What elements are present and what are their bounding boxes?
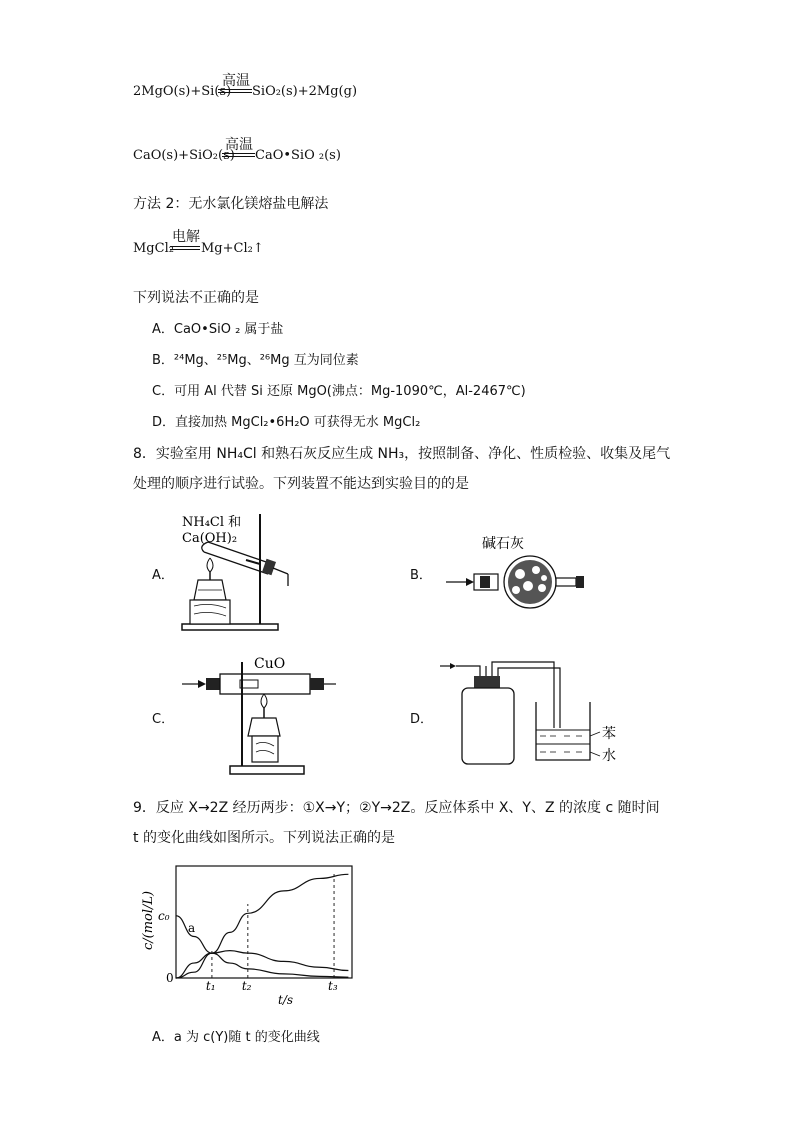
reaction-tube [220,674,310,694]
x-tick-t1: t₁ [205,979,216,993]
reaction-2-lhs: CaO(s)+SiO₂(s) [133,148,235,163]
fig-d-water: 水 [602,748,616,764]
gas-bottle [462,688,514,764]
reaction-1-lhs: 2MgO(s)+Si(s) [133,84,232,99]
plot-frame [176,866,352,978]
stopper [474,676,500,688]
reaction-3-rhs: Mg+Cl₂↑ [201,241,264,256]
clamp [246,560,260,564]
q7-option-b: B．²⁴Mg、²⁵Mg、²⁶Mg 互为同位素 [152,353,359,368]
q8-stem-line1: 8．实验室用 NH₄Cl 和熟石灰反应生成 NH₃，按照制备、净化、性质检验、收集及尾气 [133,446,671,462]
apparatus-c [180,654,338,778]
q9-stem-line2: t 的变化曲线如图所示。下列说法正确的是 [133,830,395,846]
beaker [536,702,590,760]
reaction-1-rhs: SiO₂(s)+2Mg(g) [252,84,358,99]
wood-block [190,600,230,624]
reaction-2-rhs: CaO•SiO ₂(s) [255,148,341,163]
reaction-1-equals [218,89,252,93]
fig-d-benzene: 苯 [602,726,616,742]
alcohol-lamp [194,558,226,600]
reaction-2-condition: 高温 [225,137,253,153]
q8-stem-line2: 处理的顺序进行试验。下列装置不能达到实验目的的是 [133,476,469,492]
q8-label-d: D． [410,712,434,727]
concentration-chart [136,858,358,1006]
x-tick-t3: t₃ [328,979,338,993]
q9-stem-line1: 9．反应 X→2Z 经历两步：①X→Y；②Y→2Z。反应体系中 X、Y、Z 的浓度 c 随时间 [133,800,660,816]
stand-base [230,766,304,774]
fig-b-label: 碱石灰 [482,536,524,552]
apparatus-a [176,508,296,634]
q9-option-a: A．a 为 c(Y)随 t 的变化曲线 [152,1030,320,1045]
x-axis-label: t/s [278,993,294,1006]
wood-block [252,736,278,762]
q8-label-c: C． [152,712,175,727]
reaction-2-equals [222,153,255,157]
x-tick-t2: t₂ [241,979,252,993]
q7-option-d: D．直接加热 MgCl₂•6H₂O 可获得无水 MgCl₂ [152,415,421,430]
q8-label-b: B． [410,568,432,583]
q8-label-a: A． [152,568,174,583]
fig-a-label-2: Ca(OH)₂ [182,531,238,546]
y-tick-c0: c₀ [158,909,170,923]
reaction-3-lhs: MgCl₂ [133,241,174,256]
reaction-3-equals [170,246,200,250]
q7-option-c: C．可用 Al 代替 Si 还原 MgO(沸点：Mg-1090℃，Al-2467℃) [152,384,526,399]
q7-stem: 下列说法不正确的是 [133,290,259,306]
apparatus-b [444,534,588,610]
y-axis-label: c/(mol/L) [141,890,156,950]
fig-a-label-1: NH₄Cl 和 [182,515,242,530]
apparatus-d [436,656,628,768]
fig-c-label: CuO [254,656,286,672]
reaction-1-condition: 高温 [222,73,250,89]
curve-label-a: a [188,921,196,935]
reaction-3-condition: 电解 [172,229,200,245]
y-tick-0: 0 [166,971,174,985]
method-2-heading: 方法 2：无水氯化镁熔盐电解法 [133,196,329,212]
stand-base [182,624,278,630]
lamp [248,718,280,736]
q7-option-a: A．CaO•SiO ₂ 属于盐 [152,322,284,337]
